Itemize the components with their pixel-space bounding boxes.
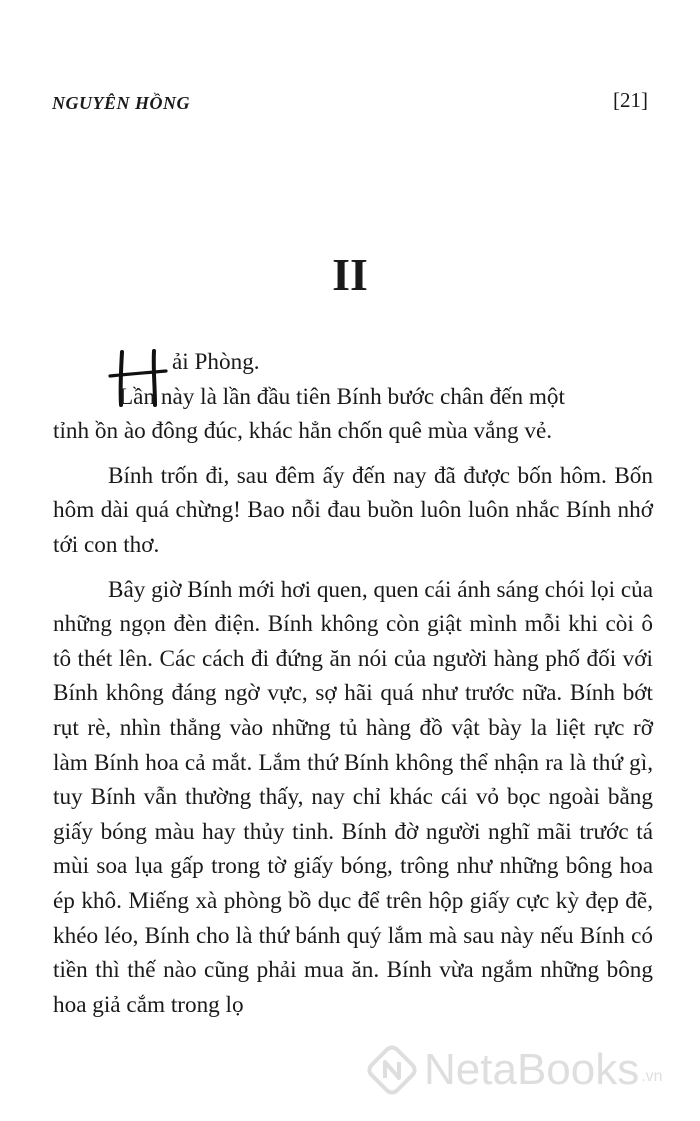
watermark-brand: NetaBooks [424, 1045, 640, 1094]
opening-line: ải Phòng. [172, 349, 260, 375]
body-text [53, 345, 653, 1022]
opening-line-3: tỉnh ồn ào đông đúc, khác hẳn chốn quê mùa vắng vẻ. [53, 418, 553, 445]
paragraph-3: Bây giờ Bính mới hơi quen, quen cái ánh sáng chói lọi của những ngọn đèn điện. Bính không còn giật mình mỗi khi còi ô tô thét lên. Các cách đi đứng ăn nói của người hàng phố đối với Bính không đáng ngờ vực, sợ hãi quá như trước nữa. Bính bớt rụt rè, nhìn thẳng vào những tủ hàng đồ vật bày la liệt rực rỡ làm Bính hoa cả mắt. Lắm thứ Bính không thể nhận ra là thứ gì, tuy Bính vẫn thường thấy, nay chỉ khác cái vỏ bọc ngoài bằng giấy bóng màu hay thủy tinh. Bính đờ người nghĩ mãi trước tá mùi soa lụa gấp trong tờ giấy bóng, trông như những bông hoa ép khô. Miếng xà phòng bồ dục để trên hộp giấy cực kỳ đẹp đẽ, khéo léo, Bính cho là thứ bánh quý lắm mà sau này nếu Bính có tiền thì thế nào cũng phải mua ăn. Bính vừa ngắm những bông hoa giả cắm trong lọ [53, 576, 653, 1018]
opening-line-2: Lần này là lần đầu tiên Bính bước chân đến một [119, 383, 565, 410]
watermark-suffix: .vn [641, 1068, 663, 1085]
paragraph-2: Bính trốn đi, sau đêm ấy đến nay đã được bốn hôm. Bốn hôm dài quá chừng! Bao nỗi đau buồn luôn luôn nhắc Bính nhớ tới con thơ. [53, 462, 653, 558]
running-head-author: NGUYÊN HỒNG [52, 93, 190, 113]
watermark [366, 1044, 663, 1096]
netabooks-logo-icon [366, 1044, 418, 1096]
page-number: [21] [613, 88, 648, 112]
chapter-heading: II [332, 249, 368, 300]
